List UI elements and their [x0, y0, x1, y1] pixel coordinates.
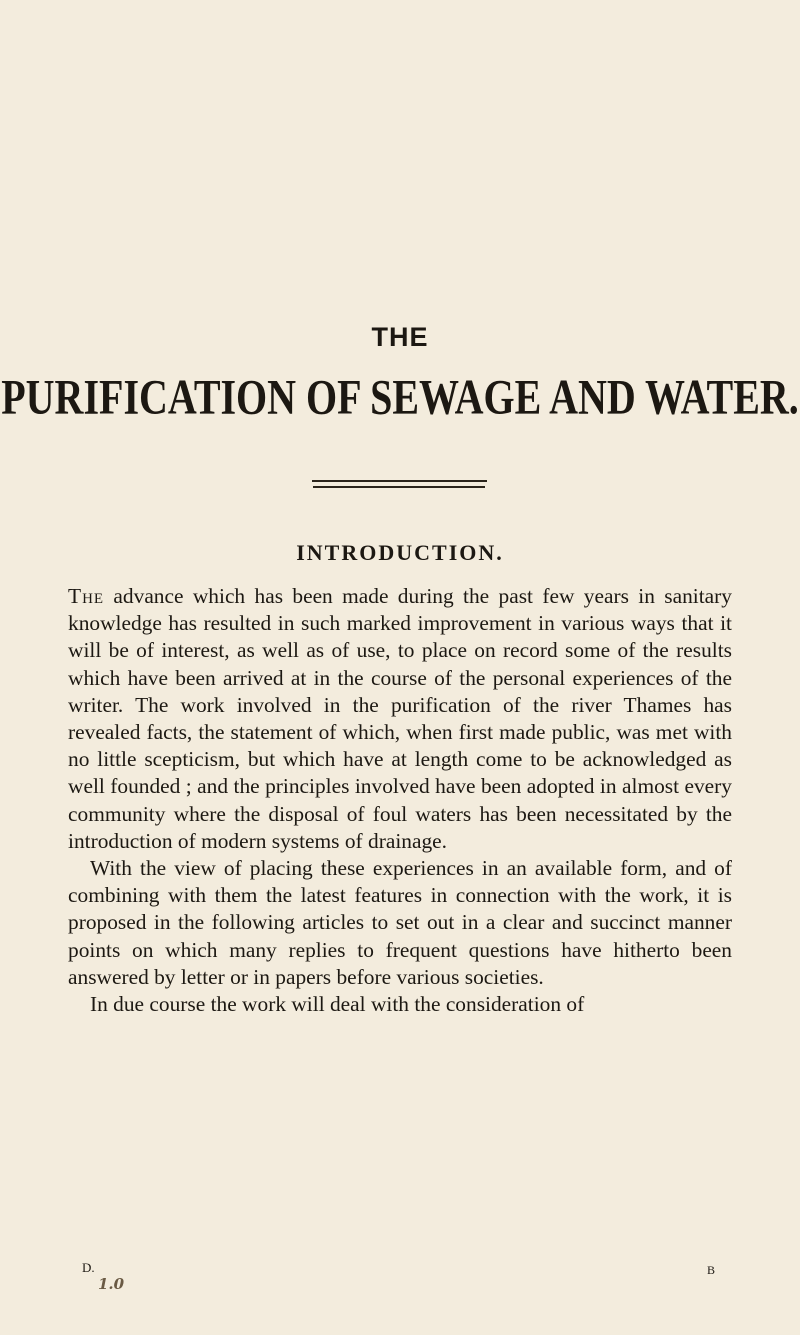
double-rule-bottom	[313, 486, 485, 488]
signature-mark-left: D.	[82, 1260, 95, 1275]
paragraph-2: With the view of placing these experiences in an available form, and of combining with them the latest features in connection with the work, it is proposed in the following articles to set out in a clear and succinct manner points on which many replies to frequent questions have hitherto been answered by letter or in papers before various societies.	[68, 856, 732, 989]
handwritten-mark: 1.0	[98, 1275, 125, 1293]
paragraph-1-text: advance which has been made during the past few years in sanitary knowledge has resulted in such marked improvement in various ways that it will be of interest, as well as of use, to place on record some of the results which have been arrived at in the course of the personal experiences of the writer. The work involved in the purification of the river Thames has revealed facts, the statement of which, when first made public, was met with no little scepticism, but which have at length come to be acknowledged as well founded ; and the principles involved have been adopted in almost every community where the disposal of foul waters has been necessitated by the introduction of modern systems of drainage.	[68, 584, 732, 853]
page-title: PURIFICATION OF SEWAGE AND WATER.	[1, 368, 799, 425]
paragraph-1-lead: The	[68, 584, 105, 608]
double-rule-top	[312, 480, 487, 482]
paragraph-1	[68, 583, 732, 855]
paragraph-3: In due course the work will deal with the consideration of	[90, 992, 585, 1017]
section-heading: INTRODUCTION.	[296, 540, 504, 565]
signature-mark-right: B	[707, 1263, 716, 1277]
heading-the: THE	[371, 322, 429, 352]
body-text	[68, 583, 732, 1018]
